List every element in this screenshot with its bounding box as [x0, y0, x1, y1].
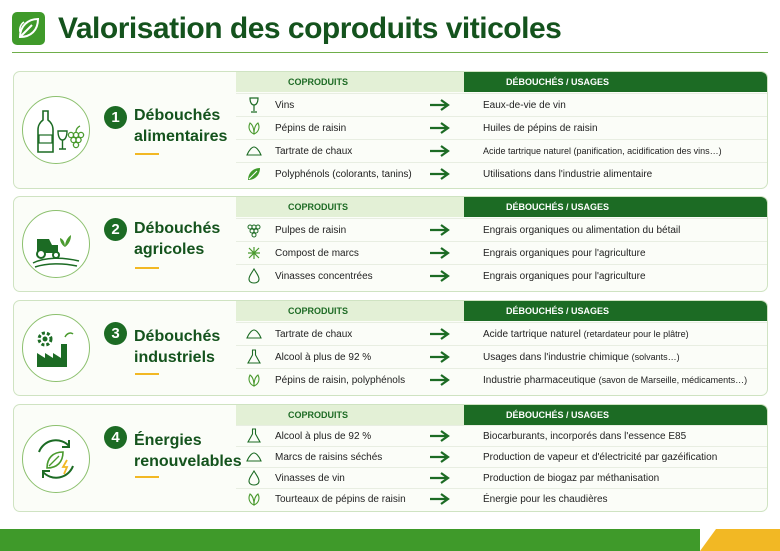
- coproduct-label: Tartrate de chaux: [275, 329, 353, 340]
- title-accent: [135, 476, 159, 478]
- seeds-icon: [246, 372, 262, 388]
- section-food: [13, 71, 768, 189]
- factory-gear-icon: [22, 314, 90, 382]
- table-row: [236, 322, 767, 346]
- tractor-field-icon: [22, 210, 90, 278]
- use-label: [483, 369, 747, 392]
- footer-band-yellow: [700, 529, 780, 551]
- table-row: [236, 425, 767, 447]
- use-label: Énergie pour les chaudières: [483, 494, 608, 505]
- arrow-right-icon: [430, 451, 452, 463]
- table-row: [236, 116, 767, 140]
- coproduct-label: Vinasses concentrées: [275, 271, 373, 282]
- seeds-icon: [246, 120, 262, 136]
- pile-icon: [246, 143, 262, 159]
- coproducts-header: COPRODUITS: [236, 197, 464, 217]
- flask-icon: [246, 349, 262, 365]
- use-label: Engrais organiques pour l'agriculture: [483, 271, 646, 282]
- section-industrial: [13, 300, 768, 396]
- table-row: [236, 218, 767, 242]
- use-label: Production de vapeur et d'électricité par gazéification: [483, 452, 718, 463]
- coproduct-label: Pépins de raisin, polyphénols: [275, 375, 406, 386]
- section-title-line2: industriels: [134, 349, 215, 366]
- grapes-icon: [246, 222, 262, 238]
- page-title: Valorisation des coproduits viticoles: [58, 12, 562, 45]
- section-title-line2: renouvelables: [134, 453, 242, 470]
- uses-header: DÉBOUCHÉS / USAGES: [464, 72, 767, 92]
- coproduct-label: Compost de marcs: [275, 248, 359, 259]
- coproduct-label: Alcool à plus de 92 %: [275, 431, 372, 442]
- table-row: [236, 345, 767, 369]
- arrow-right-icon: [430, 168, 452, 180]
- use-label: Acide tartrique naturel (panification, acidification des vins…): [483, 146, 722, 156]
- section-title-line1: Débouchés: [134, 107, 221, 124]
- section-title-line2: alimentaires: [134, 128, 228, 145]
- use-label: Biocarburants, incorporés dans l'essence E85: [483, 431, 687, 442]
- table-row: [236, 264, 767, 288]
- pile-icon: [246, 449, 262, 465]
- wine-glass-icon: [246, 97, 262, 113]
- use-label: Huiles de pépins de raisin: [483, 123, 598, 134]
- section-title-line1: Débouchés: [134, 328, 221, 345]
- table-row: [236, 467, 767, 489]
- coproducts-header: COPRODUITS: [236, 72, 464, 92]
- coproduct-label: Vins: [275, 100, 295, 111]
- section-number: 2: [104, 218, 127, 241]
- section-title: [134, 430, 242, 472]
- flask-icon: [246, 428, 262, 444]
- section-number: 1: [104, 106, 127, 129]
- use-detail: (retardateur pour le plâtre): [583, 329, 689, 339]
- coproduct-label: Tourteaux de pépins de raisin: [275, 494, 406, 505]
- renewable-energy-icon: [22, 425, 90, 493]
- use-label: Eaux-de-vie de vin: [483, 100, 566, 111]
- uses-header: DÉBOUCHÉS / USAGES: [464, 405, 767, 425]
- arrow-right-icon: [430, 328, 452, 340]
- use-main: Industrie pharmaceutique: [483, 375, 599, 386]
- table-row: [236, 93, 767, 117]
- coproduct-label: Marcs de raisins séchés: [275, 452, 383, 463]
- table-row: [236, 162, 767, 186]
- title-accent: [135, 267, 159, 269]
- drop-icon: [246, 268, 262, 284]
- header: [12, 10, 772, 50]
- use-label: [483, 346, 680, 369]
- leaf-icon: [246, 166, 262, 182]
- uses-header: DÉBOUCHÉS / USAGES: [464, 301, 767, 321]
- arrow-right-icon: [430, 430, 452, 442]
- section-title: [134, 326, 234, 368]
- coproducts-header: COPRODUITS: [236, 405, 464, 425]
- arrow-right-icon: [430, 99, 452, 111]
- table-row: [236, 139, 767, 163]
- table-row: [236, 488, 767, 510]
- coproduct-label: Vinasses de vin: [275, 473, 345, 484]
- coproduct-label: Polyphénols (colorants, tanins): [275, 169, 412, 180]
- use-label: Engrais organiques ou alimentation du bétail: [483, 225, 681, 236]
- section-renewable: [13, 404, 768, 512]
- coproducts-header: COPRODUITS: [236, 301, 464, 321]
- section-number: 3: [104, 322, 127, 345]
- arrow-right-icon: [430, 145, 452, 157]
- coproduct-label: Pépins de raisin: [275, 123, 347, 134]
- arrow-right-icon: [430, 472, 452, 484]
- coproduct-label: Pulpes de raisin: [275, 225, 347, 236]
- use-detail: (solvants…): [631, 352, 680, 362]
- arrow-right-icon: [430, 374, 452, 386]
- use-label: Production de biogaz par méthanisation: [483, 473, 660, 484]
- drop-icon: [246, 470, 262, 486]
- section-agricultural: [13, 196, 768, 292]
- title-accent: [135, 153, 159, 155]
- arrow-right-icon: [430, 122, 452, 134]
- title-divider: [12, 52, 768, 53]
- compost-icon: [246, 245, 262, 261]
- arrow-right-icon: [430, 247, 452, 259]
- table-row: [236, 446, 767, 468]
- wine-bottle-grapes-icon: [22, 96, 90, 164]
- coproduct-label: Alcool à plus de 92 %: [275, 352, 372, 363]
- section-title: [134, 105, 234, 147]
- use-detail: (savon de Marseille, médicaments…): [598, 375, 748, 385]
- seeds-icon: [246, 491, 262, 507]
- use-label: Utilisations dans l'industrie alimentaire: [483, 169, 653, 180]
- use-main: Acide tartrique naturel: [483, 329, 584, 340]
- uses-header: DÉBOUCHÉS / USAGES: [464, 197, 767, 217]
- section-number: 4: [104, 426, 127, 449]
- section-title: [134, 218, 234, 260]
- use-main: Usages dans l'industrie chimique: [483, 352, 632, 363]
- use-label: [483, 323, 689, 346]
- section-title-line1: Débouchés: [134, 220, 221, 237]
- section-title-line1: Énergies: [134, 432, 202, 449]
- table-row: [236, 368, 767, 392]
- footer-band-green: [0, 529, 700, 551]
- coproduct-label: Tartrate de chaux: [275, 146, 353, 157]
- arrow-right-icon: [430, 351, 452, 363]
- section-title-line2: agricoles: [134, 241, 205, 258]
- pile-icon: [246, 326, 262, 342]
- use-label: Engrais organiques pour l'agriculture: [483, 248, 646, 259]
- arrow-right-icon: [430, 270, 452, 282]
- table-row: [236, 241, 767, 265]
- arrow-right-icon: [430, 224, 452, 236]
- leaf-logo-icon: [12, 12, 45, 45]
- title-accent: [135, 373, 159, 375]
- arrow-right-icon: [430, 493, 452, 505]
